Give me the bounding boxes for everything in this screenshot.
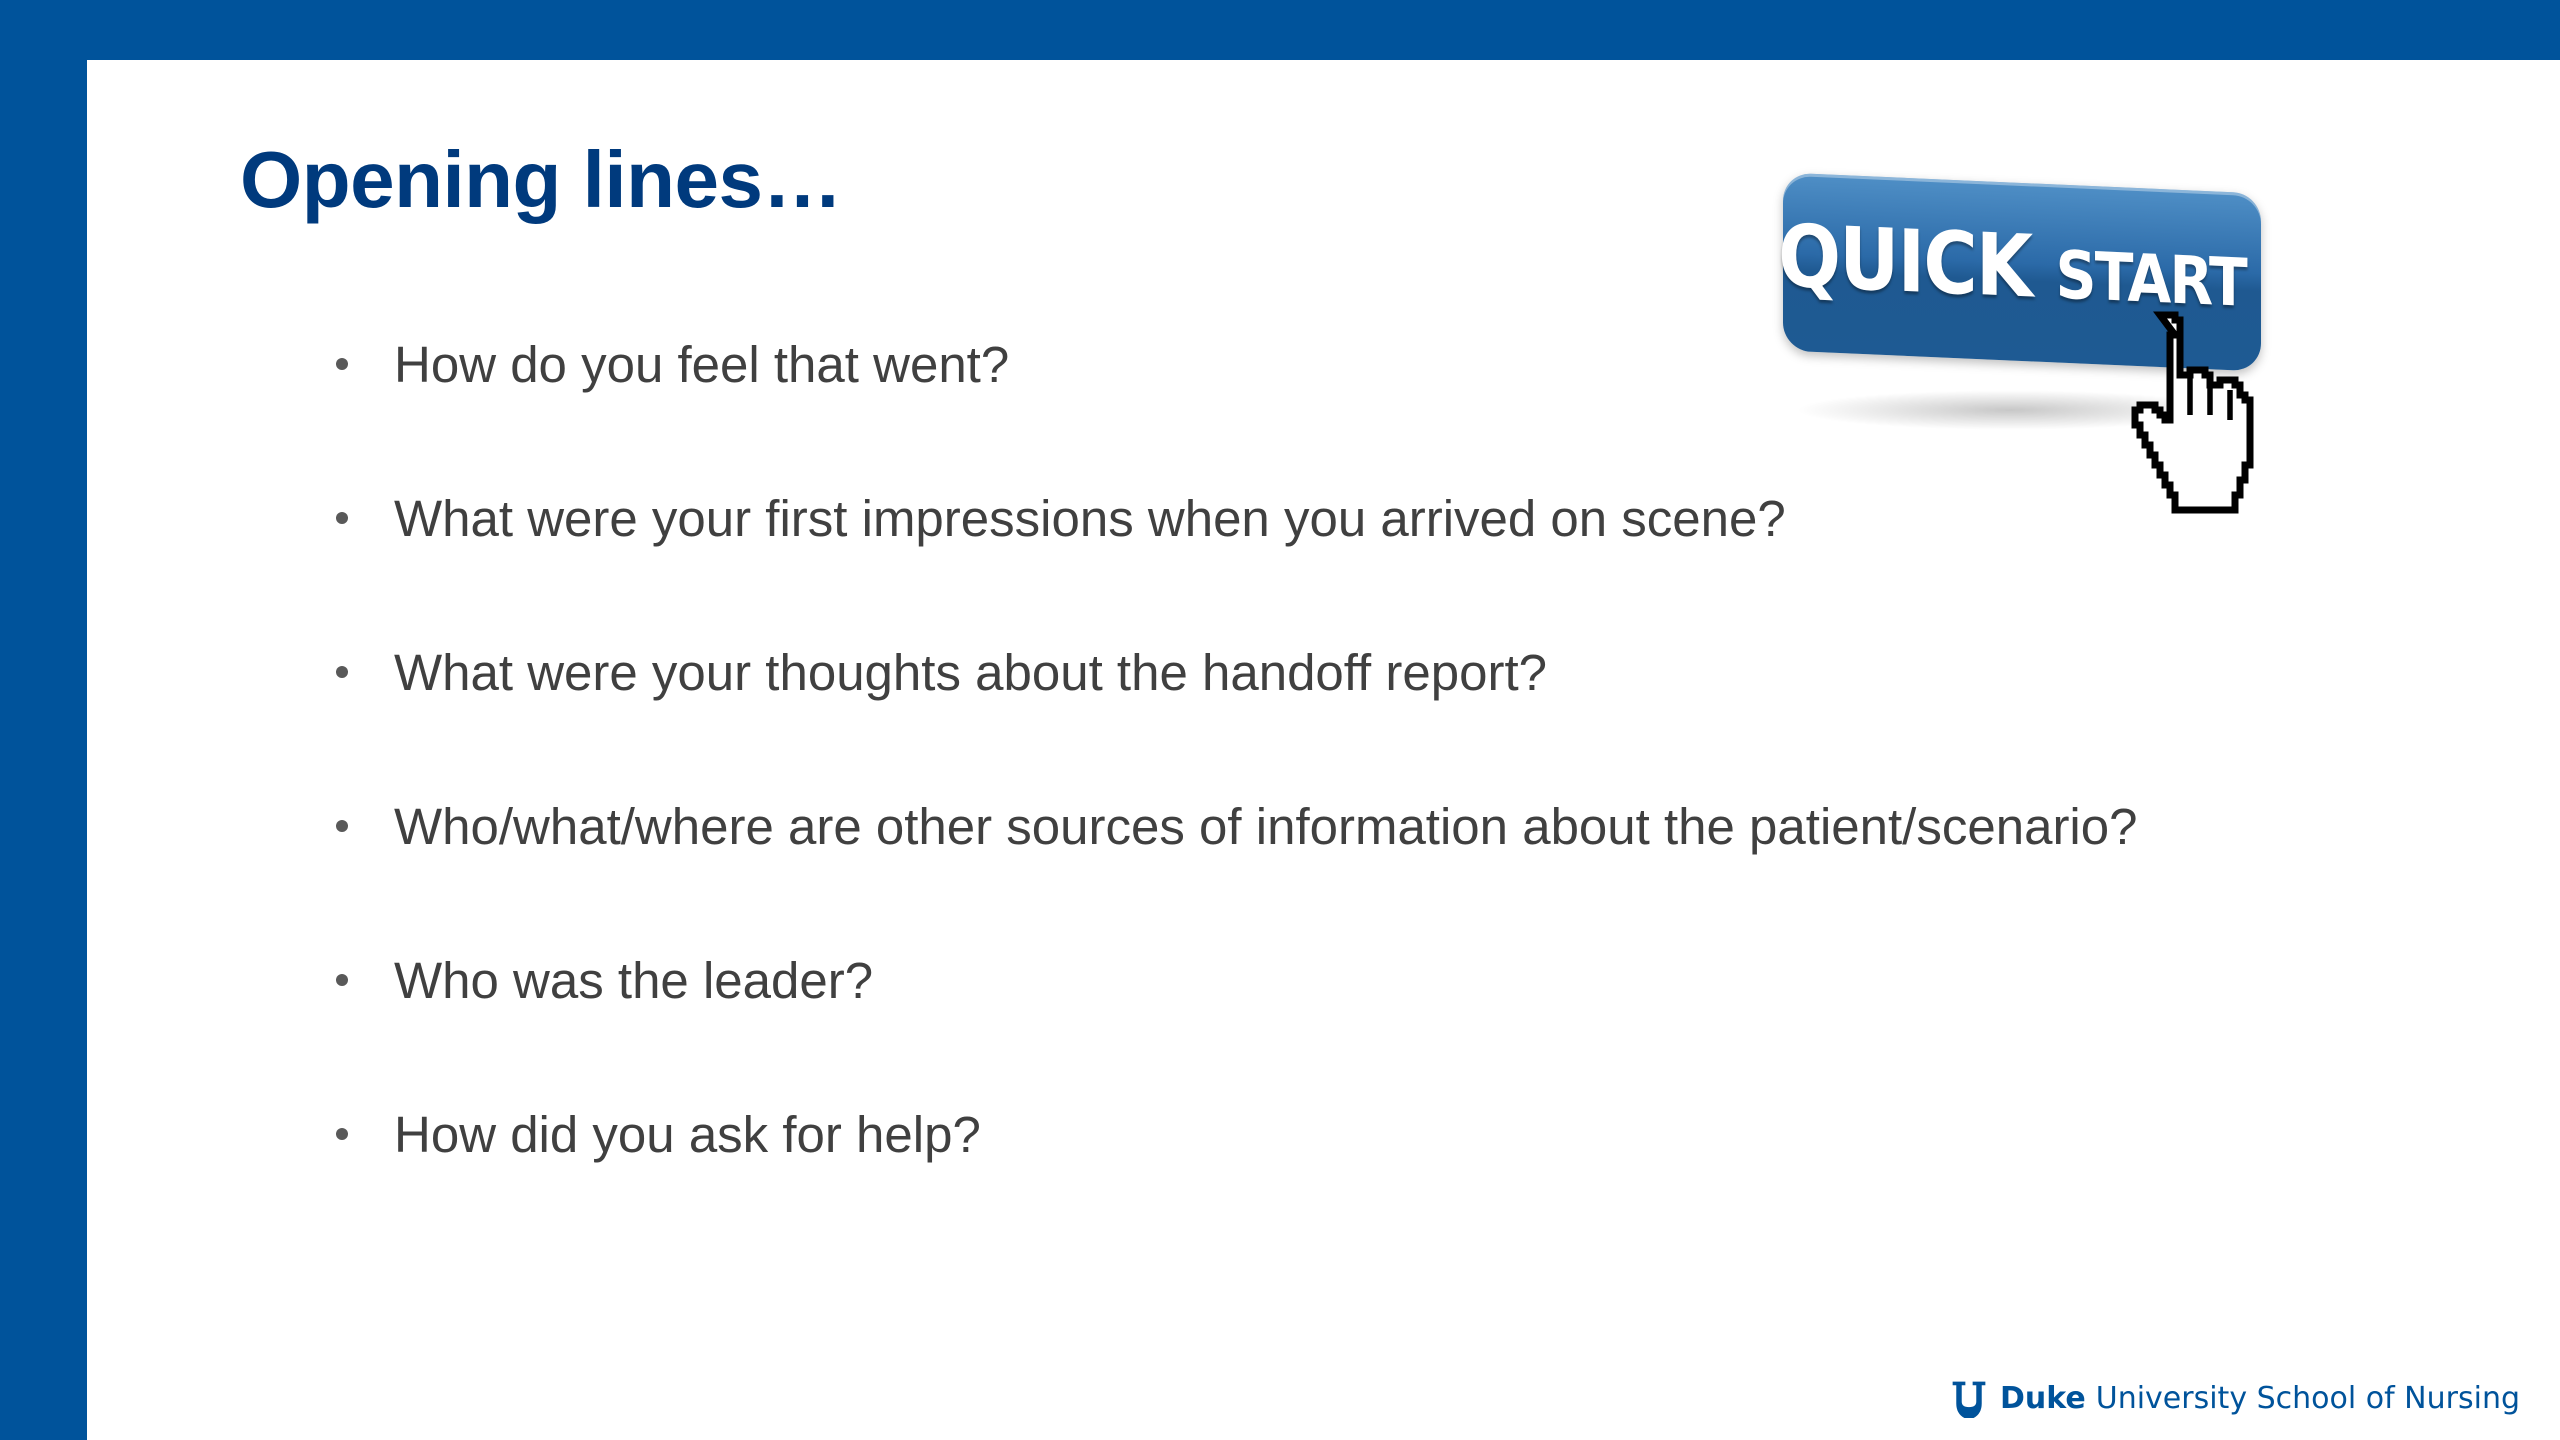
bullet-dot-icon bbox=[336, 512, 348, 524]
footer-branding bbox=[1950, 1378, 2520, 1418]
bullet-dot-icon bbox=[336, 666, 348, 678]
footer-brand-duke: Duke bbox=[1999, 1380, 2086, 1416]
bullet-dot-icon bbox=[336, 358, 348, 370]
duke-shield-icon bbox=[1950, 1378, 1988, 1418]
bullet-text: Who was the leader? bbox=[394, 952, 874, 1009]
bullet-text: Who/what/where are other sources of information about the patient/scenario? bbox=[394, 798, 2138, 855]
bullet-dot-icon bbox=[336, 974, 348, 986]
left-frame-bar bbox=[0, 0, 87, 1440]
bullet-text: What were your thoughts about the handoff report? bbox=[394, 644, 1547, 701]
hand-pointer-icon bbox=[2110, 305, 2260, 535]
quick-start-word-start: START bbox=[2055, 236, 2246, 322]
top-frame-bar bbox=[0, 0, 2560, 60]
footer-brand-school: University School of Nursing bbox=[2095, 1380, 2520, 1416]
bullet-text: What were your first impressions when you arrived on scene? bbox=[394, 490, 1786, 547]
quick-start-word-quick: QUICK bbox=[1778, 206, 2032, 318]
bullet-dot-icon bbox=[336, 820, 348, 832]
bullet-text: How did you ask for help? bbox=[394, 1106, 981, 1163]
quick-start-graphic bbox=[1770, 175, 2270, 535]
bullet-text: How do you feel that went? bbox=[394, 336, 1010, 393]
slide-title: Opening lines… bbox=[240, 135, 842, 224]
bullet-dot-icon bbox=[336, 1128, 348, 1140]
